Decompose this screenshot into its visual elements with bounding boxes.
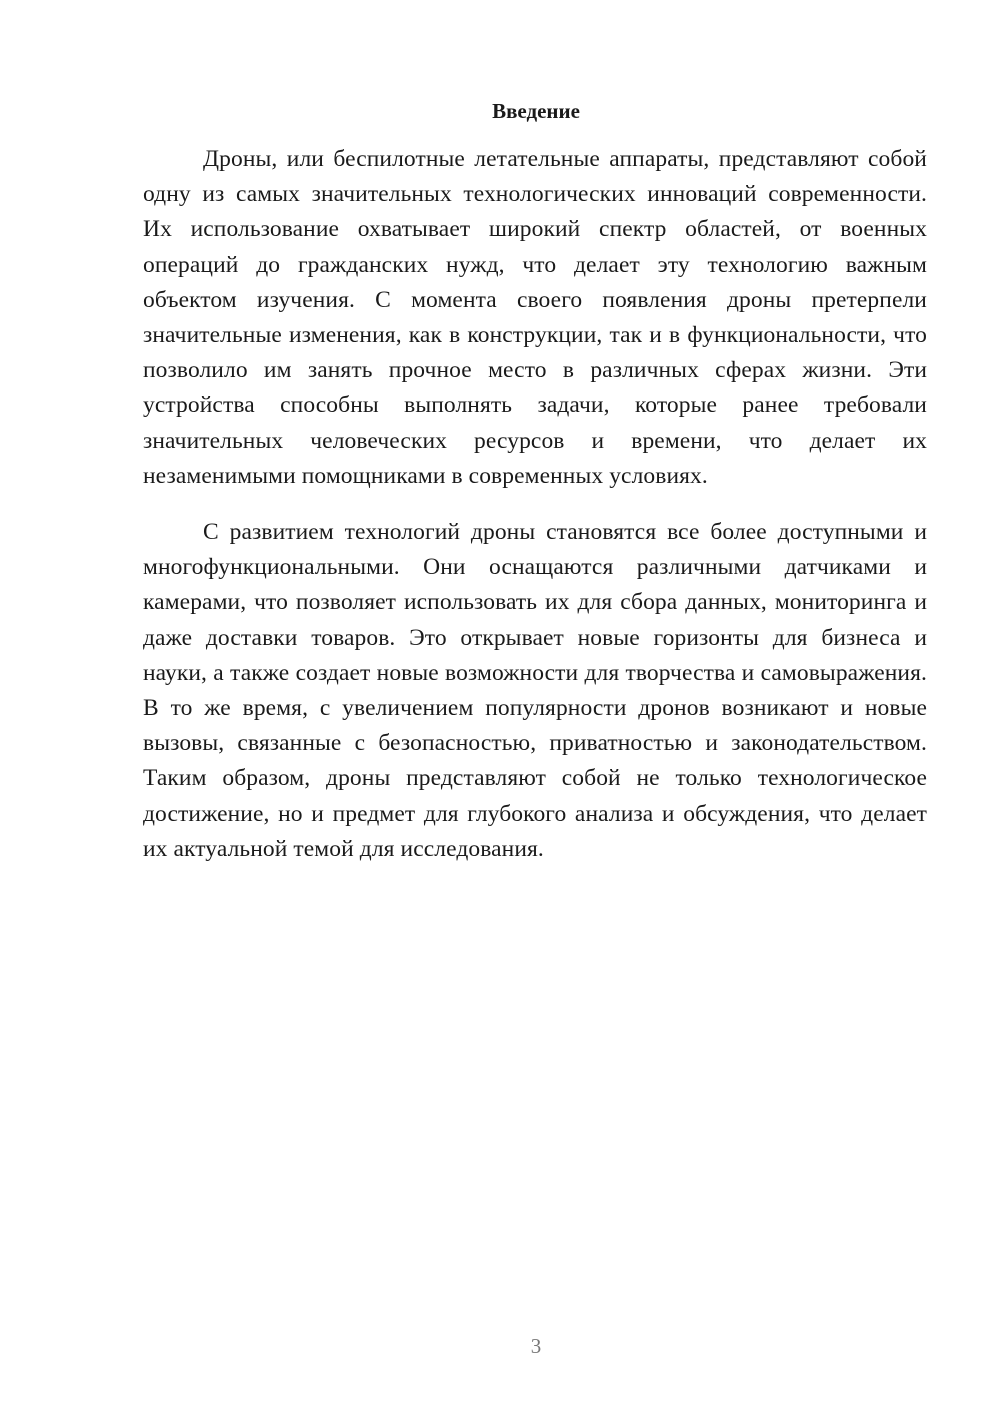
paragraph-intro: Дроны, или беспилотные летательные аппараты, представляют собой одну из самых значительных технологических инноваций современности. Их использование охватывает широкий спектр областей, от военных операций до гражданских нужд, что делает эту технологию важным объектом изучения. С момента своего появления дроны претерпели значительные изменения, как в конструкции, так и в функциональности, что позволило им занять прочное место в различных сферах жизни. Эти устройства способны выполнять задачи, которые ранее требовали значительных человеческих ресурсов и времени, что делает их незаменимыми помощниками в современных условиях. <box>143 146 927 489</box>
paragraph-development: С развитием технологий дроны становятся все более доступными и многофункциональными. Они оснащаются различными датчиками и камерами, что позволяет использовать их для сбора данных, мониторинга и даже доставки товаров. Это открывает новые горизонты для бизнеса и науки, а также создает новые возможности для творчества и самовыражения. В то же время, с увеличением популярности дронов возникают и новые вызовы, связанные с безопасностью, приватностью и законодательством. Таким образом, дроны представляют собой не только технологическое достижение, но и предмет для глубокого анализа и обсуждения, что делает их актуальной темой для исследования. <box>143 519 927 862</box>
section-heading: Введение <box>492 99 580 123</box>
page-number: 3 <box>530 1334 542 1358</box>
